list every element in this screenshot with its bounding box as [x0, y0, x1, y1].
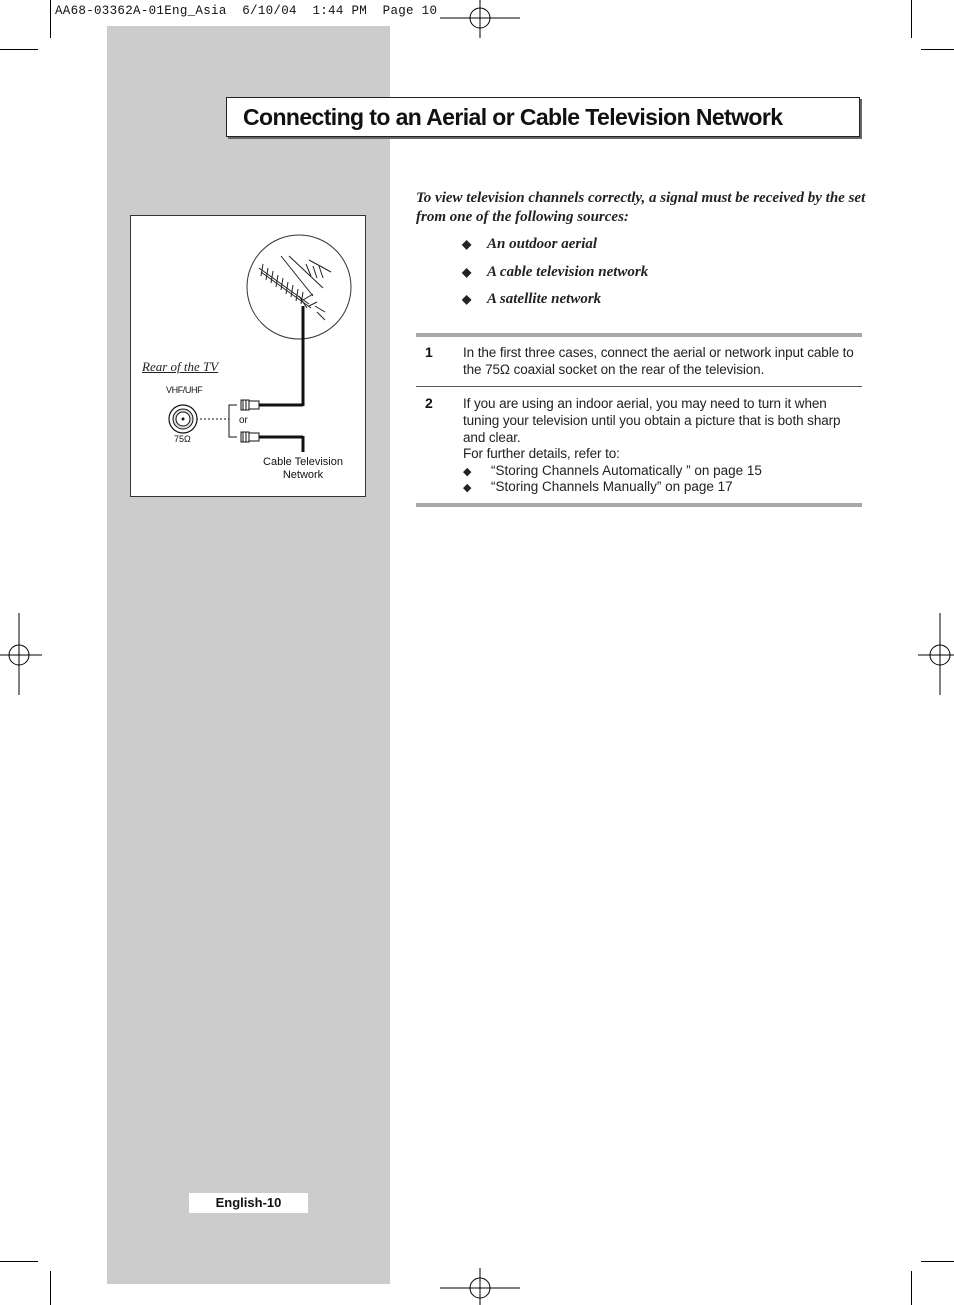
registration-target-top-icon: [440, 0, 522, 40]
crop-mark-bottom-left-h: [0, 1261, 38, 1262]
list-item: [463, 463, 762, 478]
plug-upper-icon: [241, 400, 259, 410]
registration-target-left-icon: [0, 613, 42, 697]
step-number: 1: [425, 344, 433, 360]
antenna-bubble: [247, 235, 351, 339]
or-label: or: [239, 415, 248, 426]
diamond-bullet-icon: ◆: [462, 292, 472, 306]
crop-mark-bottom-left-v: [50, 1271, 51, 1305]
step-further-text: For further details, refer to:: [463, 446, 620, 461]
source-label: A cable television network: [487, 263, 649, 280]
page-number: English-10: [189, 1193, 308, 1213]
diamond-bullet-icon: ◆: [462, 264, 472, 279]
crop-mark-bottom-right-v: [911, 1271, 912, 1305]
cable-label-line2: Network: [282, 469, 324, 481]
reference-label: “Storing Channels Manually” on page 17: [491, 479, 733, 494]
coaxial-socket-icon: [169, 405, 197, 433]
steps-bottom-rule: [416, 503, 862, 507]
page-title: Connecting to an Aerial or Cable Television Network: [243, 104, 783, 130]
source-label: A satellite network: [487, 291, 602, 307]
plug-lower-icon: [241, 432, 259, 442]
diamond-bullet-icon: ◆: [462, 237, 472, 251]
connection-diagram: [130, 215, 366, 497]
steps-top-rule: [416, 333, 862, 337]
crop-mark-top-left-v: [50, 0, 51, 38]
ohm-label: 75Ω: [174, 434, 191, 444]
crop-mark-top-left-h: [0, 49, 38, 50]
registration-target-right-icon: [918, 613, 954, 697]
choice-bracket: [229, 405, 237, 437]
diamond-bullet-icon: ◆: [463, 482, 472, 494]
step-number: 2: [425, 395, 433, 411]
registration-target-bottom-icon: [440, 1268, 522, 1305]
step-text: In the first three cases, connect the aerial or network input cable to the 75Ω coaxial socket on the rear of the television.: [463, 345, 854, 377]
crop-mark-top-right-h: [921, 49, 954, 50]
intro-paragraph: To view television channels correctly, a signal must be received by the set from one of the following sources:: [416, 190, 866, 225]
cable-label-line1: Cable Television: [263, 456, 343, 468]
step-text: If you are using an indoor aerial, you may need to turn it when tuning your television until you obtain a picture that is both sharp and clear.: [463, 396, 841, 445]
cable-network-label: [249, 456, 357, 482]
rear-of-tv-label: Rear of the TV: [142, 359, 219, 374]
source-label: An outdoor aerial: [487, 236, 598, 252]
print-slug: AA68-03362A-01Eng_Asia 6/10/04 1:44 PM Page 10: [55, 4, 438, 18]
diamond-bullet-icon: ◆: [463, 466, 472, 478]
crop-mark-top-right-v: [911, 0, 912, 38]
list-item: [463, 479, 733, 494]
title-box: [226, 97, 860, 137]
steps-divider: [416, 386, 862, 387]
reference-label: “Storing Channels Automatically ” on page 15: [491, 463, 762, 478]
crop-mark-bottom-right-h: [921, 1261, 954, 1262]
vhf-uhf-label: VHF/UHF: [166, 385, 203, 395]
